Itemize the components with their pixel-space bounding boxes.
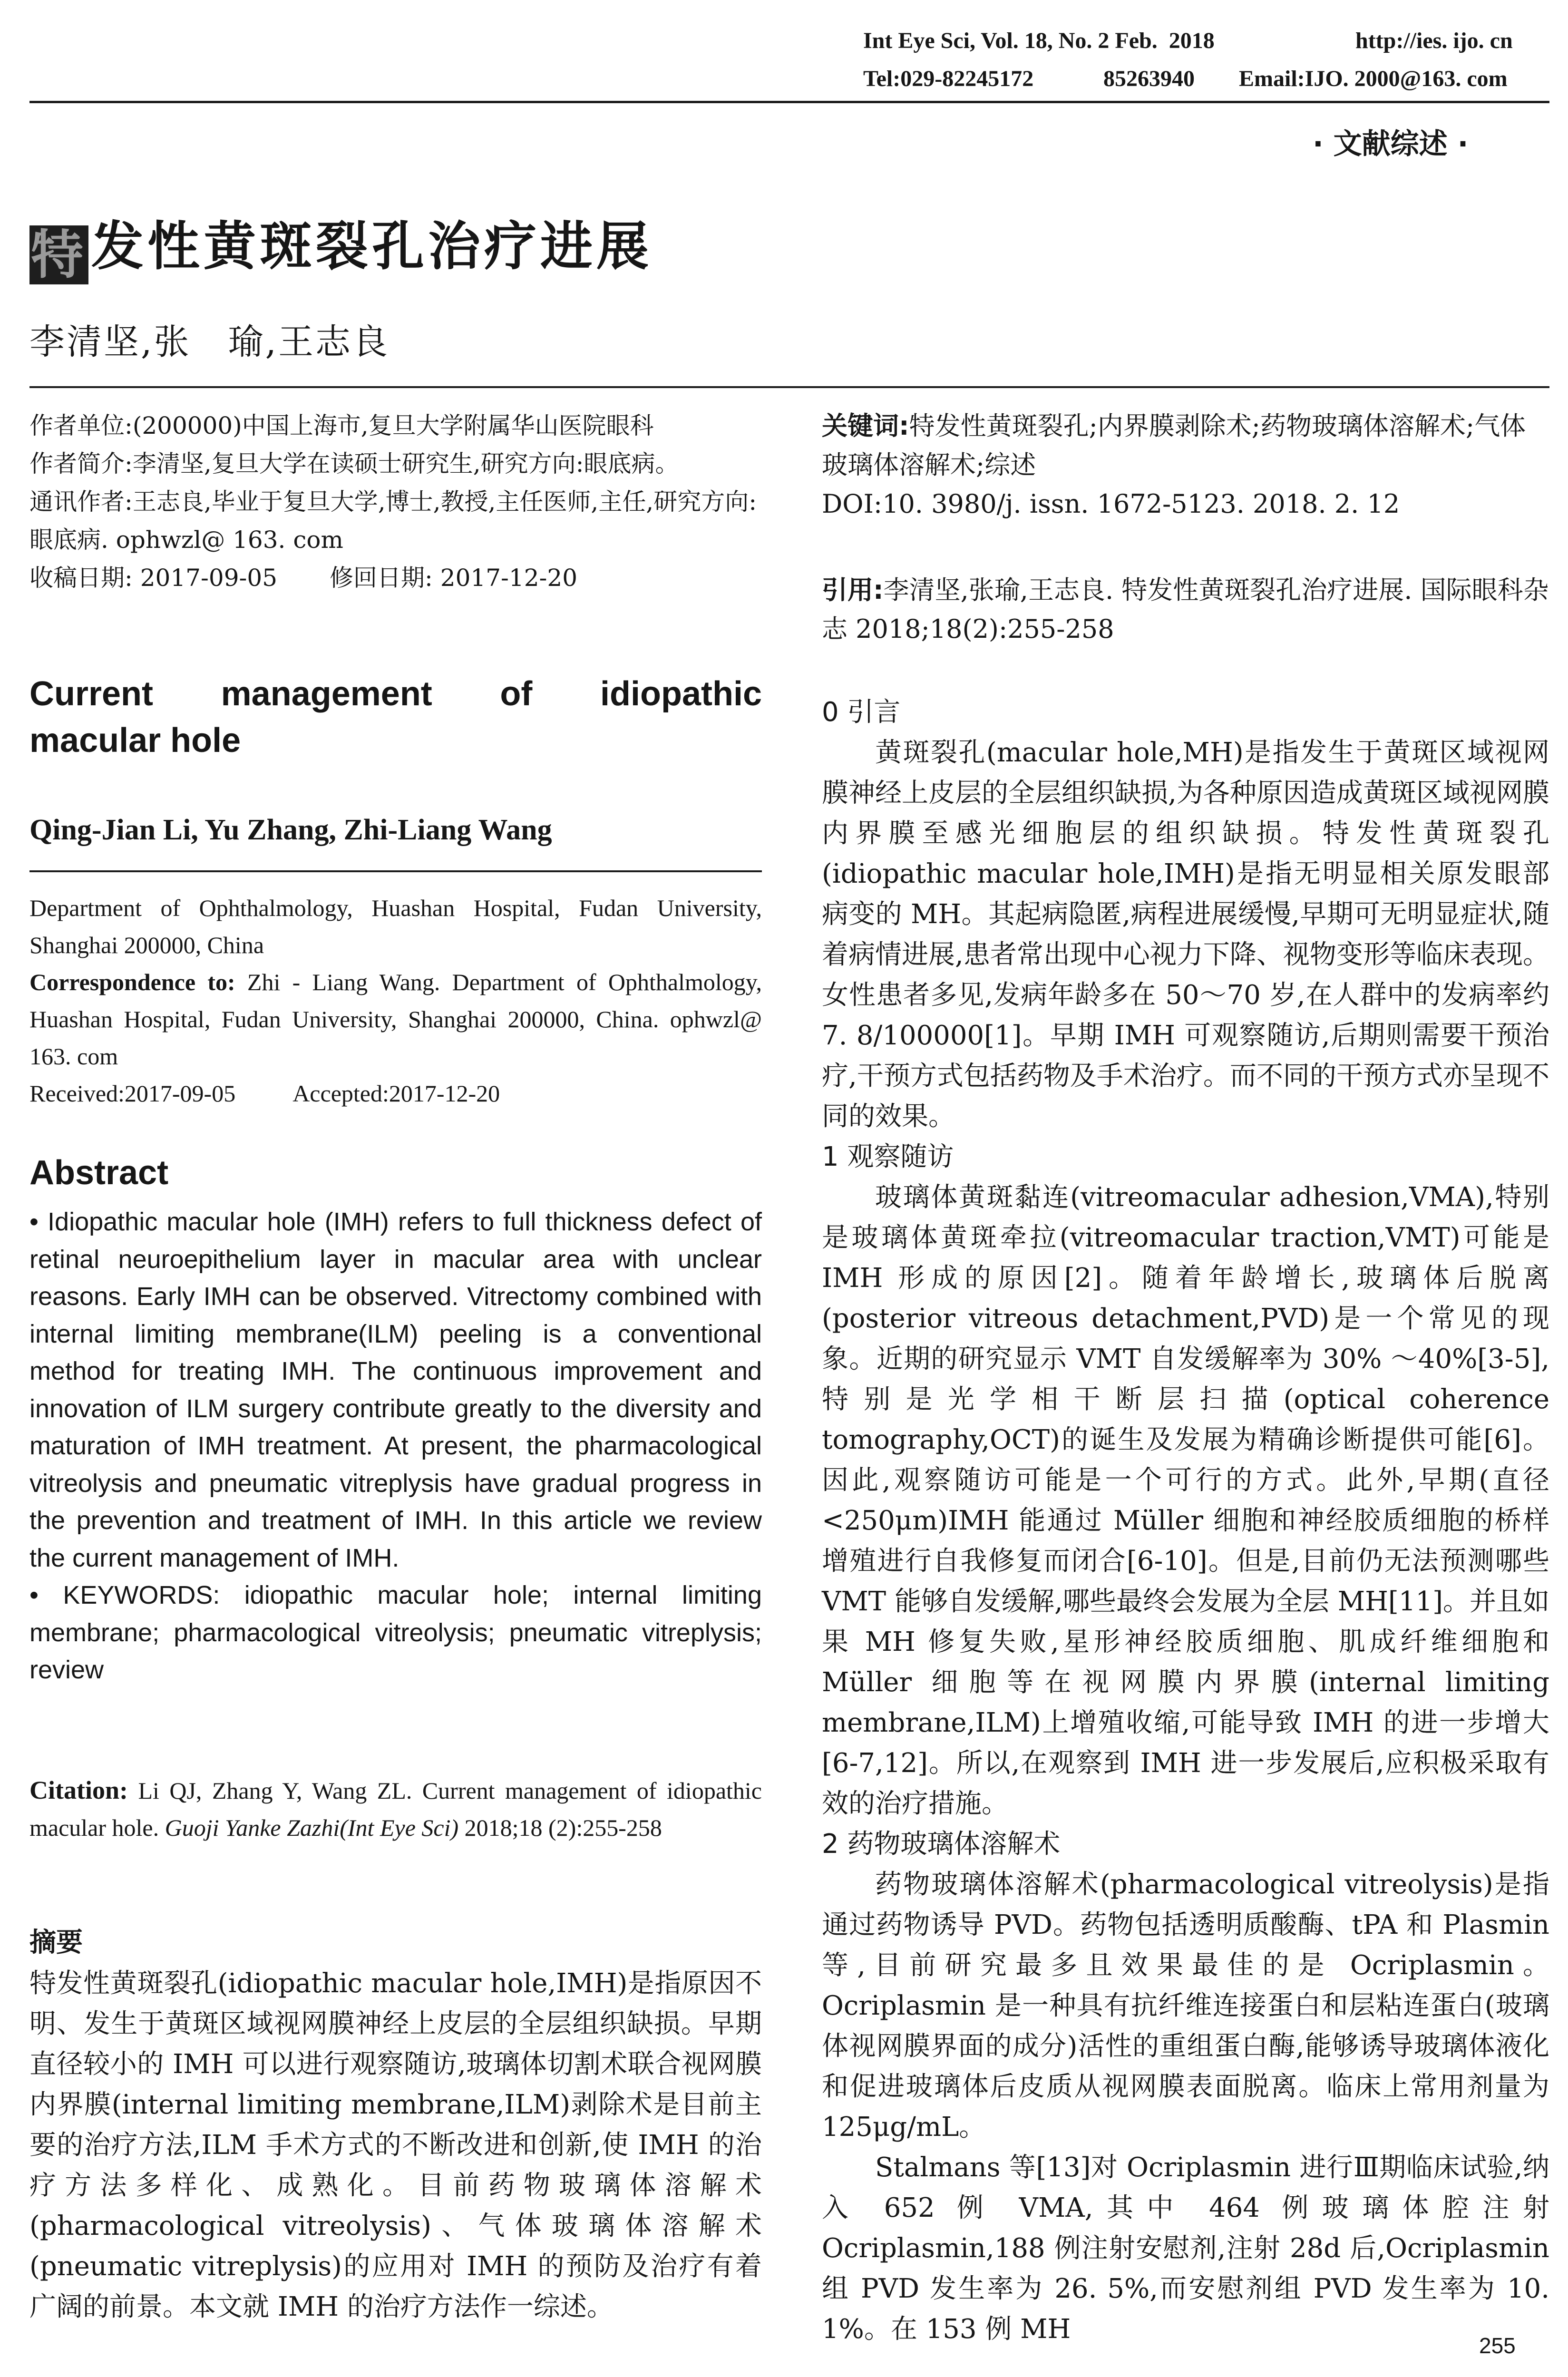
section-2-paragraph-1: 药物玻璃体溶解术(pharmacological vitreolysis)是指通过药物诱导 PVD。药物包括透明质酸酶、tPA 和 Plasmin 等,目前研究最多且效果最佳的是 Ocriplasmin。Ocriplasmin 是一种具有抗纤维连接蛋白和层粘连蛋白(玻璃体视网膜界面的成分)活性的重组蛋白酶,能够诱导玻璃体液化和促进玻璃体后皮质从视网膜表面脱离。临床上常用剂量为 125μg/mL。: [822, 1869, 1549, 2143]
citation-en-journal: Guoji Yanke Zazhi(Int Eye Sci): [165, 1814, 459, 1841]
english-authors: Qing-Jian Li, Yu Zhang, Zhi-Liang Wang: [29, 814, 552, 846]
journal-line: Int Eye Sci, Vol. 18, No. 2 Feb. 2018: [863, 28, 1215, 53]
zh-abstract-body: 特发性黄斑裂孔(idiopathic macular hole,IMH)是指原因不明、发生于黄斑区域视网膜神经上皮层的全层组织缺损。早期直径较小的 IMH 可以进行观察随访,玻璃体切割术联合视网膜内界膜(internal limiting membrane,ILM)剥除术是目前主要的治疗方法,ILM 手术方式的不断改进和创新,使 IMH 的治疗方法多样化、成熟化。目前药物玻璃体溶解术(pharmacological vitreolysis)、气体玻璃体溶解术(pneumatic vitreplysis)的应用对 IMH 的预防及治疗有着广阔的前景。本文就 IMH 的治疗方法作一综述。: [29, 1968, 762, 2322]
author-bio: 作者简介:李清坚,复旦大学在读硕士研究生,研究方向:眼底病。: [29, 450, 679, 477]
citation-zh: [822, 571, 1549, 649]
abstract-keywords: • KEYWORDS: idiopathic macular hole; internal limiting membrane; pharmacological vitreolysis; pneumatic vitreplysis; review: [29, 1581, 762, 1684]
page-number: 255: [1479, 2333, 1516, 2358]
title-rule: [29, 386, 1549, 388]
english-corr-label: Correspondence to:: [29, 969, 235, 995]
abstract-heading: Abstract: [29, 1154, 169, 1192]
citation-zh-text: 李清坚,张瑜,王志良. 特发性黄斑裂孔治疗进展. 国际眼科杂志 2018;18(2):255-258: [822, 575, 1549, 644]
citation-en-text-a: Li QJ, Zhang Y, Wang ZL. Current management of idiopathic macular hole.: [29, 1777, 762, 1841]
english-dates: [29, 1075, 762, 1112]
received-zh: 收稿日期: 2017-09-05: [29, 564, 278, 592]
english-accepted: Accepted:2017-12-20: [292, 1080, 500, 1107]
article-category: · 文献综述 ·: [1313, 127, 1469, 161]
citation-zh-label: 引用:: [822, 575, 884, 605]
zh-abstract-heading: 摘要: [29, 1927, 83, 1958]
revised-zh: 修回日期: 2017-12-20: [330, 564, 578, 592]
journal-url[interactable]: http://ies. ijo. cn: [1355, 28, 1513, 53]
english-correspondence: [29, 964, 762, 1075]
english-dept: Department of Ophthalmology, Huashan Hospital, Fudan University, Shanghai 200000, China: [29, 895, 762, 958]
section-heading-0: 0 引言: [822, 697, 901, 728]
dates-zh: [29, 559, 762, 597]
header-rule: [29, 101, 1549, 103]
journal-tel2: 85263940: [1103, 66, 1195, 91]
section-1-paragraph: 玻璃体黄斑黏连(vitreomacular adhesion,VMA),特别是玻璃体黄斑牵拉(vitreomacular traction,VMT)可能是 IMH 形成的原因[2]。随着年龄增长,玻璃体后脱离(posterior vitreous detachment,PVD)是一个常见的现象。近期的研究显示 VMT 自发缓解率为 30% ～40%[3-5],特别是光学相干断层扫描(optical coherence tomography,OCT)的诞生及发展为精确诊断提供可能[6]。因此,观察随访可能是一个可行的方式。此外,早期(直径<250μm)IMH 能通过 Müller 细胞和神经胶质细胞的桥样增殖进行自我修复而闭合[6-10]。但是,目前仍无法预测哪些 VMT 能够自发缓解,哪些最终会发展为全层 MH[11]。并且如果 MH 修复失败,星形神经胶质细胞、肌成纤维细胞和 Müller 细胞等在视网膜内界膜(internal limiting membrane,ILM)上增殖收缩,可能导致 IMH 的进一步增大[6-7,12]。所以,在观察到 IMH 进一步发展后,应积极采取有效的治疗措施。: [822, 1182, 1549, 1819]
section-heading-2: 2 药物玻璃体溶解术: [822, 1829, 1061, 1860]
english-corr-text: Zhi - Liang Wang. Department of Ophthalmology, Huashan Hospital, Fudan University, Shanghai 200000, China. ophwzl@ 163. com: [29, 969, 762, 1070]
article-title: [29, 205, 653, 284]
keywords-zh: [822, 407, 1549, 485]
journal-tel: Tel:029-82245172: [863, 66, 1034, 91]
title-initial-glyph: 特: [29, 225, 88, 284]
section-2-paragraph-2: Stalmans 等[13]对 Ocriplasmin 进行Ⅲ期临床试验,纳入 652 例 VMA,其中 464 例玻璃体腔注射 Ocriplasmin,188 例注射安慰剂,注射 28d 后,Ocriplasmin 组 PVD 发生率为 26. 5%,而安慰剂组 PVD 发生率为 10. 1%。在 153 例 MH: [822, 2152, 1549, 2345]
english-title-line2: macular hole: [29, 721, 241, 760]
abstract-block: [29, 1203, 762, 1689]
english-info-block: [29, 889, 762, 1112]
journal-email[interactable]: Email:IJO. 2000@163. com: [1239, 66, 1508, 91]
english-title-line1: Current management of idiopathic: [29, 675, 762, 713]
affiliation: 作者单位:(200000)中国上海市,复旦大学附属华山医院眼科: [29, 412, 654, 439]
english-received: Received:2017-09-05: [29, 1080, 236, 1107]
doi[interactable]: DOI:10. 3980/j. issn. 1672-5123. 2018. 2. 12: [822, 489, 1400, 519]
keywords-zh-text: 特发性黄斑裂孔;内界膜剥除术;药物玻璃体溶解术;气体玻璃体溶解术;综述: [822, 411, 1526, 480]
main-text: [822, 692, 1549, 2349]
citation-en-text-b: 2018;18 (2):255-258: [458, 1814, 662, 1841]
author-info-block: [29, 407, 762, 597]
english-author-rule: [29, 870, 762, 872]
title-rest: 发性黄斑裂孔治疗进展: [91, 216, 653, 277]
keywords-zh-block: [822, 407, 1549, 524]
correspondence-zh: 通讯作者:王志良,毕业于复旦大学,博士,教授,主任医师,主任,研究方向:眼底病. ophwzl@ 163. com: [29, 488, 757, 554]
section-heading-1: 1 观察随访: [822, 1141, 954, 1172]
abstract-body: • Idiopathic macular hole (IMH) refers to full thickness defect of retinal neuroepithelium layer in macular area with unclear reasons. Early IMH can be observed. Vitrectomy combined with internal limiting membrane(ILM) peeling is a conventional method for treating IMH. The continuous improvement and innovation of ILM surgery contribute greatly to the diversity and maturation of IMH treatment. At present, the pharmacological vitreolysis and pneumatic vitreplysis have gradual progress in the prevention and treatment of IMH. In this article we review the current management of IMH.: [29, 1208, 762, 1572]
keywords-zh-label: 关键词:: [822, 411, 909, 441]
author-list: 李清坚,张 瑜,王志良: [29, 321, 390, 362]
section-0-paragraph: 黄斑裂孔(macular hole,MH)是指发生于黄斑区域视网膜神经上皮层的全层组织缺损,为各种原因造成黄斑区域视网膜内界膜至感光细胞层的组织缺损。特发性黄斑裂孔(idiopathic macular hole,IMH)是指无明显相关原发眼部病变的 MH。其起病隐匿,病程进展缓慢,早期可无明显症状,随着病情进展,患者常出现中心视力下降、视物变形等临床表现。女性患者多见,发病年龄多在 50～70 岁,在人群中的发病率约 7. 8/100000[1]。早期 IMH 可观察随访,后期则需要干预治疗,干预方式包括药物及手术治疗。而不同的干预方式亦呈现不同的效果。: [822, 737, 1549, 1132]
citation-en-label: Citation:: [29, 1776, 128, 1804]
citation-en: [29, 1772, 762, 1846]
